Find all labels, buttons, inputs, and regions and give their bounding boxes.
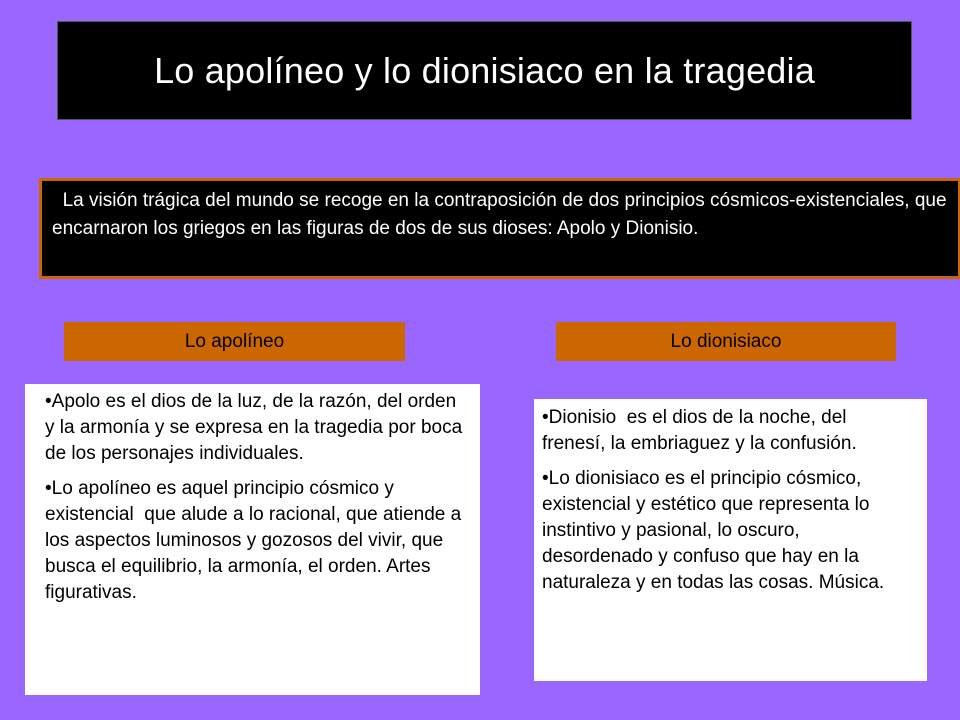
intro-text: La visión trágica del mundo se recoge en la contraposición de dos principios cósmicos-existenciales, que encarnaron los griegos en las figuras de dos de sus dioses: Apolo y Dionisio. xyxy=(52,190,952,239)
apolineo-label xyxy=(64,322,405,361)
apolineo-label-text: Lo apolíneo xyxy=(184,330,285,352)
dionisiaco-label-text: Lo dionisiaco xyxy=(670,330,782,352)
apolineo-bullet: •Apolo es el dios de la luz, de la razón, del orden y la armonía y se expresa en la tragedia por boca de los personajes individuales. xyxy=(45,391,463,464)
apolineo-bullet: •Lo apolíneo es aquel principio cósmico y existencial que alude a lo racional, que atiende a los aspectos luminosos y gozosos del vivir, que busca el equilibrio, la armonía, el orden. Artes figurativas. xyxy=(45,478,467,603)
dionisiaco-label xyxy=(556,322,896,361)
dionisiaco-bullet: •Dionisio es el dios de la noche, del frenesí, la embriaguez y la confusión. xyxy=(542,407,857,454)
slide-title: Lo apolíneo y lo dionisiaco en la tragedia xyxy=(154,49,815,91)
apolineo-panel xyxy=(25,384,480,695)
dionisiaco-panel xyxy=(534,399,927,681)
intro-box xyxy=(39,178,960,279)
dionisiaco-bullet: •Lo dionisiaco es el principio cósmico, existencial y estético que representa lo instintivo y pasional, lo oscuro, desordenado y confuso que hay en la naturaleza y en todas las cosas. Música. xyxy=(542,468,885,593)
title-box xyxy=(57,21,912,120)
